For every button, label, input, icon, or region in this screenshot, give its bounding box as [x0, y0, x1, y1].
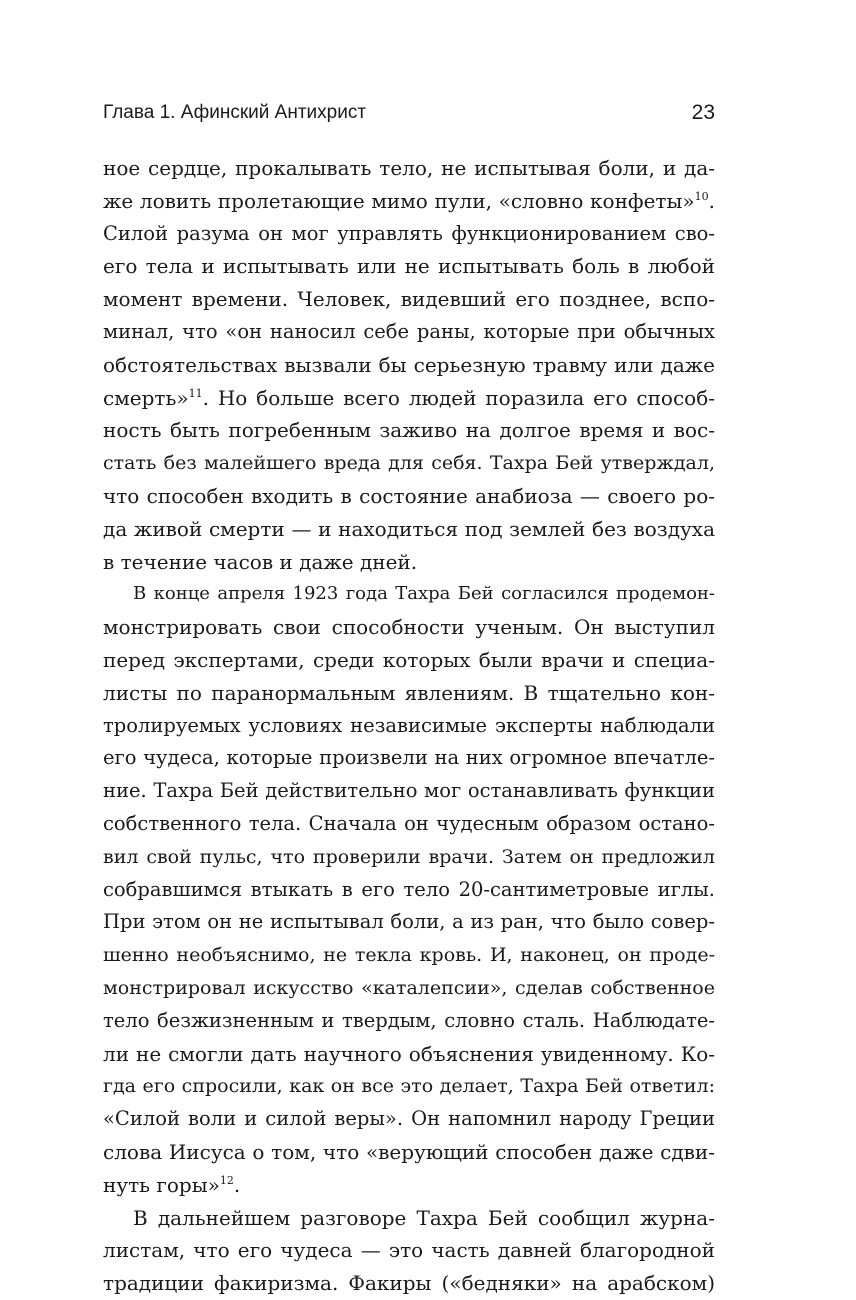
footnote-ref: 12 [219, 1173, 234, 1187]
text-line: в течение часов и даже дней. [103, 549, 418, 574]
text-line: стать без малейшего вреда для себя. Тахра Бей утверждал, [103, 452, 715, 475]
book-page [103, 0, 715, 1299]
text-line: шенно необъяснимо, не текла кровь. И, наконец, он продe- [103, 944, 715, 967]
text-line: ное сердце, прокалывать тело, не испытывая боли, и да- [103, 156, 715, 180]
text-line: собственного тела. Сначала он чудесным образом остано- [103, 811, 715, 835]
text-line: ли не смогли дать научного объяснения увиденному. Ко- [103, 1041, 715, 1066]
text-line: листам, что его чудеса — это часть давней благородной [103, 1238, 715, 1263]
running-head [103, 98, 715, 128]
body-text [103, 152, 715, 1300]
text-line: монстрировал искусство «каталепсии», сделав собственное [103, 976, 715, 999]
text-line: обстоятельствах вызвали бы серьезную травму или даже [103, 352, 715, 377]
page-number: 23 [691, 101, 715, 124]
text-line: минал, что «он наносил себе раны, которые при обычных [103, 319, 715, 343]
text-line: смерть»$^{11}$. Но больше всего людей поразила его способ- [103, 385, 715, 410]
text-line: слова Иисуса о том, что «верующий способен даже сдви- [103, 1139, 715, 1164]
text-line: В конце апреля 1923 года Тахра Бей согласился продемон- [133, 583, 715, 605]
footnote-ref: 10 [694, 189, 709, 203]
text-line: гда его спросили, как он все это делает, Тахра Бей ответил: [103, 1075, 715, 1098]
text-line: ние. Тахра Бей действительно мог останавливать функции [103, 779, 715, 803]
text-line: его чудеса, которые произвели на них огромное впечатле- [103, 746, 715, 770]
text-line: да живой смерти — и находиться под землей без воздуха [103, 516, 715, 541]
chapter-title: Глава 1. Афинский Антихрист [103, 102, 367, 123]
text-line: В дальнейшем разговоре Тахра Бей сообщил журна- [133, 1205, 715, 1230]
text-line: собравшимся втыкать в его тело 20-сантиметровые иглы. [103, 877, 715, 901]
text-line: «Силой воли и силой веры». Он напомнил народу Греции [103, 1107, 715, 1131]
text-line: тело безжизненным и твердым, словно сталь. Наблюдате- [103, 1008, 715, 1032]
text-line: что способен входить в состояние анабиоза — своего ро- [103, 483, 715, 508]
text-line: При этом он не испытывал боли, а из ран, что было совер- [103, 910, 715, 934]
text-line: монстрировать свои способности ученым. Он выступил [103, 615, 715, 640]
text-line: перед экспертами, среди которых были врачи и специа- [103, 647, 715, 672]
text-line: традиции факиризма. Факиры («бедняки» на арабском) [103, 1271, 715, 1296]
text-line: его тела и испытывать или не испытывать боль в любой [103, 254, 715, 279]
text-line: Силой разума он мог управлять функционированием сво- [103, 221, 715, 245]
footnote-ref: 11 [188, 386, 203, 400]
text-line: вил свой пульс, что проверили врачи. Затем он предложил [103, 845, 715, 868]
text-line: тролируемых условиях независимые эксперты наблюдали [103, 713, 715, 737]
text-line: момент времени. Человек, видевший его позднее, вспо- [103, 287, 715, 312]
text-line: же ловить пролетающие мимо пули, «словно конфеты»$^{10}$. [103, 188, 715, 213]
text-line: ность быть погребенным заживо на долгое время и вос- [103, 418, 715, 443]
text-line: нуть горы»$^{12}$. [103, 1172, 241, 1197]
text-line: листы по паранормальным явлениям. В тщательно кон- [103, 680, 715, 705]
